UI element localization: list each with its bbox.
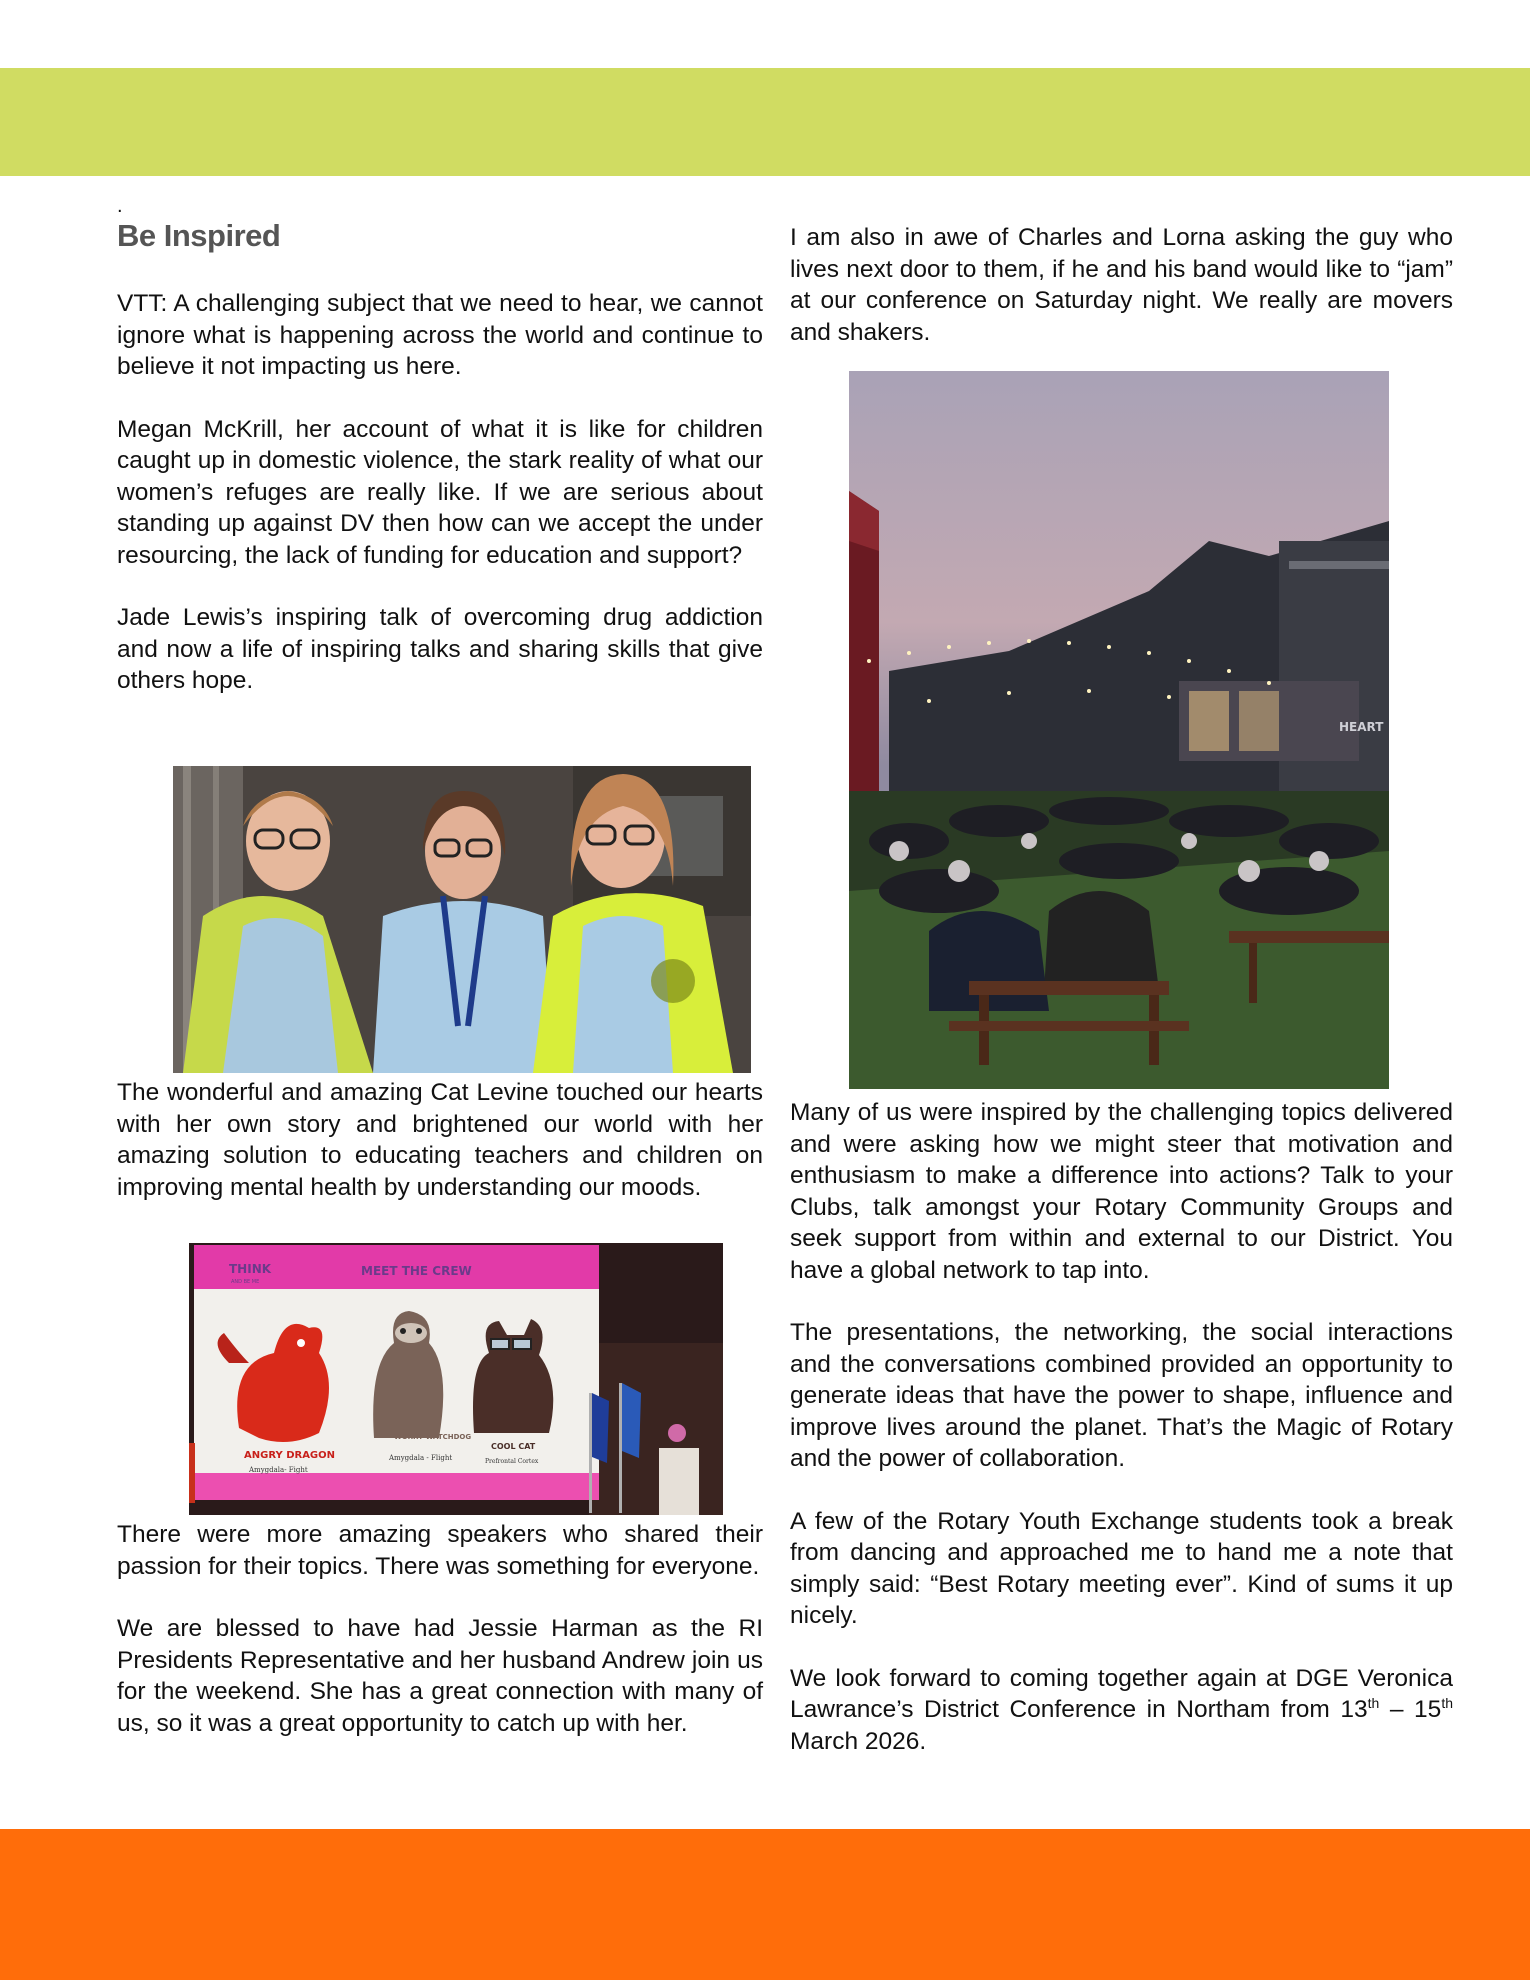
left-column-bottom — [117, 1519, 763, 1739]
paragraph-youth-exchange: A few of the Rotary Youth Exchange students took a break from dancing and approached me to hand me a note that simply said: “Best Rotary meeting ever”. Kind of sums it up nicely. — [790, 1507, 1453, 1629]
paragraph-more-speakers: There were more amazing speakers who shared their passion for their topics. There was something for everyone. — [117, 1521, 763, 1580]
building-sign: HEART — [1339, 720, 1384, 734]
photo-three-women — [173, 766, 751, 1073]
dragon-sub: Amygdala- Fight — [249, 1466, 308, 1474]
paragraph-cat-levine: The wonderful and amazing Cat Levine touched our hearts with her own story and brightened our world with her amazing solution to educating teachers and children on improving mental health by understanding our moods. — [117, 1079, 763, 1201]
think-sub-label: AND BE ME — [231, 1279, 260, 1285]
watchdog-name: WORRY WATCHDOG — [394, 1433, 472, 1441]
paragraph-next-conference: We look forward to coming together again at DGE Veronica Lawrance’s District Conference in Northam from 13th – 15th March 2026. — [790, 1664, 1453, 1755]
paragraph-charles-lorna: I am also in awe of Charles and Lorna asking the guy who lives next door to them, if he and his band would like to “jam” at our conference on Saturday night. We really are movers and shakers. — [790, 224, 1453, 346]
right-column-top — [790, 222, 1453, 348]
left-column-middle — [117, 1077, 763, 1203]
paragraph-presentations: The presentations, the networking, the social interactions and the conversations combined provided an opportunity to generate ideas that have the power to shape, influence and improve lives around the planet. That’s the Magic of Rotary and the power of collaboration. — [790, 1319, 1453, 1472]
paragraph-vtt: VTT: A challenging subject that we need to hear, we cannot ignore what is happening across the world and continue to believe it not impacting us here. — [117, 290, 763, 380]
photo-meet-the-crew-slide — [189, 1243, 723, 1515]
watchdog-sub: Amygdala - Flight — [389, 1454, 453, 1462]
cat-name: COOL CAT — [491, 1442, 536, 1451]
paragraph-megan-mckrill: Megan McKrill, her account of what it is like for children caught up in domestic violence, the stark reality of what our women’s refuges are really like. If we are serious about standing up against DV then how can we accept the under resourcing, the lack of funding for education and support? — [117, 415, 763, 569]
photo-evening-event — [849, 371, 1389, 1089]
cat-sub: Prefrontal Cortex — [485, 1458, 539, 1465]
dragon-name: ANGRY DRAGON — [244, 1450, 336, 1461]
stray-dot: . — [117, 195, 123, 217]
think-label: THINK — [229, 1262, 272, 1276]
footer-band — [0, 1829, 1530, 1980]
left-column — [117, 196, 763, 697]
header-band — [0, 68, 1530, 176]
meet-the-crew-heading: MEET THE CREW — [361, 1264, 472, 1278]
paragraph-inspired-topics: Many of us were inspired by the challenging topics delivered and were asking how we might steer that motivation and enthusiasm to make a difference into actions? Talk to your Clubs, talk amongst your Rotary Community Groups and seek support from within and external to our District. You have a global network to tap into. — [790, 1099, 1453, 1284]
paragraph-jessie-harman: We are blessed to have had Jessie Harman as the RI Presidents Representative and her husband Andrew join us for the weekend. She has a great connection with many of us, so it was a great opportunity to catch up with her. — [117, 1615, 763, 1737]
paragraph-jade-lewis: Jade Lewis’s inspiring talk of overcoming drug addiction and now a life of inspiring talks and sharing skills that give others hope. — [117, 604, 763, 694]
page-title: Be Inspired — [117, 218, 281, 253]
right-column-bottom — [790, 1097, 1453, 1757]
